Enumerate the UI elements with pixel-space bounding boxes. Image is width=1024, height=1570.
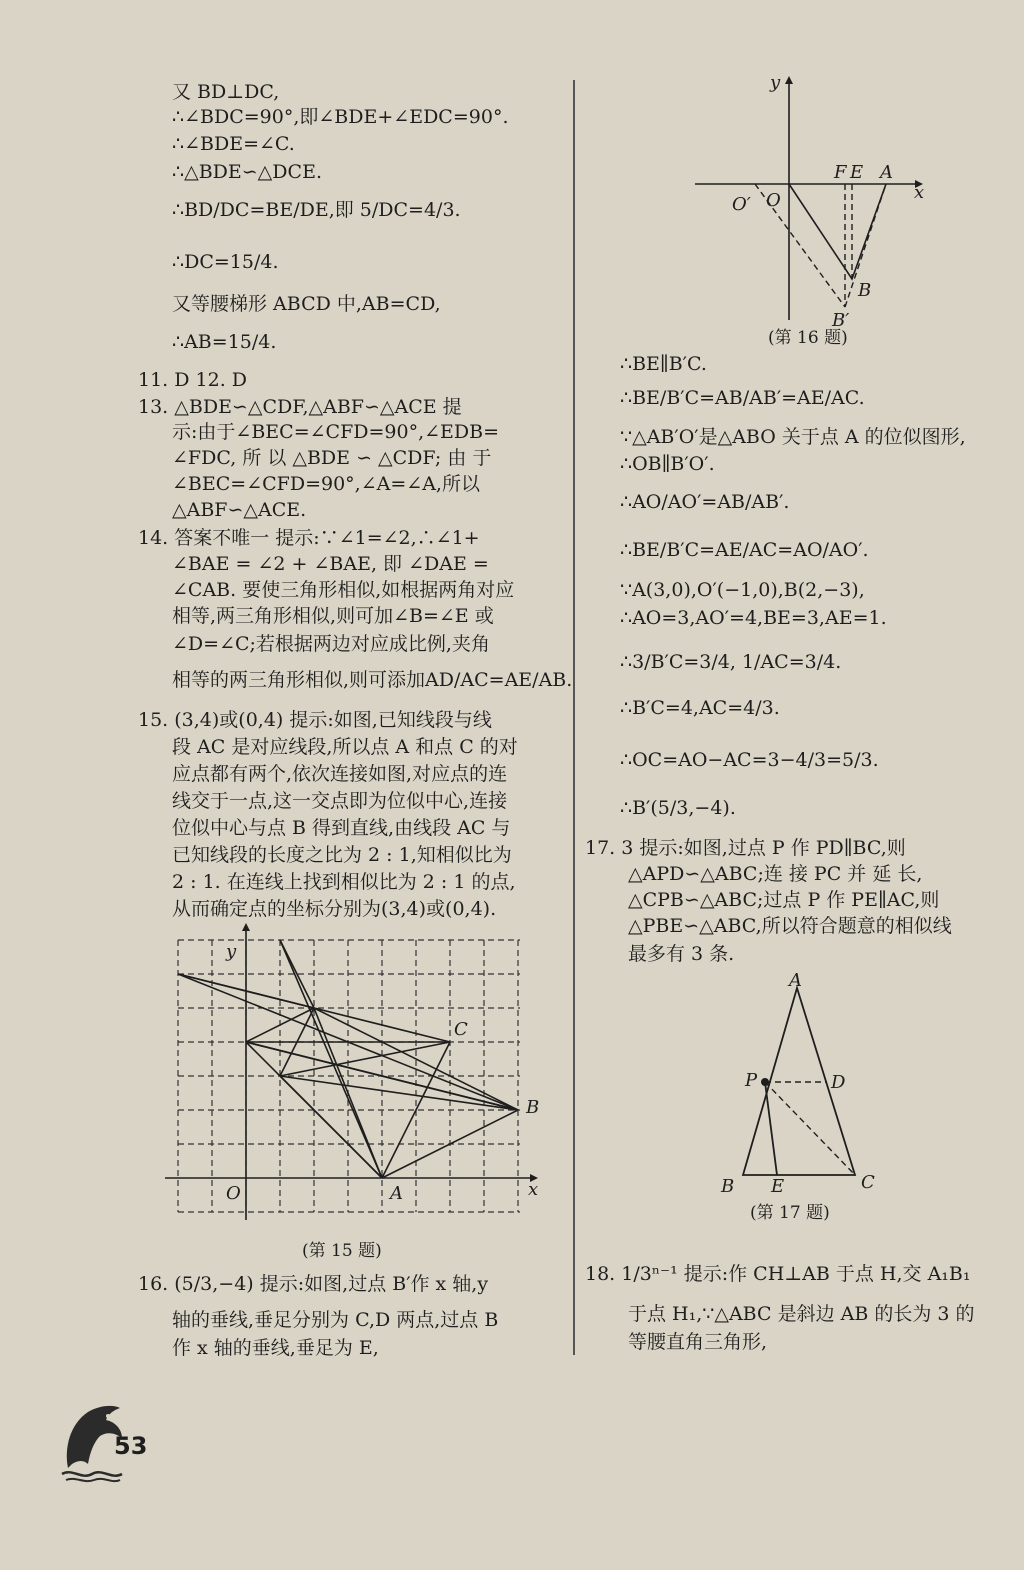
fig15-label-C: C xyxy=(454,1019,468,1040)
figure-17-caption: (第 17 题) xyxy=(750,1203,830,1223)
right-line: ∴AO=3,AO′=4,BE=3,AE=1. xyxy=(620,607,887,629)
fig16-label-F: F xyxy=(834,162,847,183)
figure-16-caption: (第 16 题) xyxy=(768,328,848,348)
fig16-label-O-prime: O′ xyxy=(732,194,751,215)
fig17-label-C: C xyxy=(861,1172,875,1193)
left-line: 14. 答案不唯一 提示:∵∠1=∠2,∴∠1+ xyxy=(138,527,480,549)
left-line: ∠FDC, 所 以 △BDE ∽ △CDF; 由 于 xyxy=(172,447,492,469)
right-line: ∴BE/B′C=AB/AB′=AE/AC. xyxy=(620,387,865,409)
fig17-label-E: E xyxy=(771,1176,785,1197)
right-line: ∴OB∥B′O′. xyxy=(620,453,715,475)
figure-15-grid-diagram xyxy=(160,925,550,1225)
left-line: ∴BD/DC=BE/DE,即 5/DC=4/3. xyxy=(172,199,461,221)
right-line: ∵A(3,0),O′(−1,0),B(2,−3), xyxy=(620,579,865,601)
left-line: 从而确定点的坐标分别为(3,4)或(0,4). xyxy=(172,898,497,920)
fig15-label-x: x xyxy=(528,1179,539,1200)
fig17-label-P: P xyxy=(745,1070,758,1091)
left-line: ∴∠BDC=90°,即∠BDE+∠EDC=90°. xyxy=(172,106,509,128)
right-line: △APD∽△ABC;连 接 PC 并 延 长, xyxy=(628,863,923,885)
fig16-axes xyxy=(695,84,915,320)
left-line: 位似中心与点 B 得到直线,由线段 AC 与 xyxy=(172,817,511,839)
left-line: 13. △BDE∽△CDF,△ABF∽△ACE 提 xyxy=(138,396,462,418)
right-line: ∴BE/B′C=AE/AC=AO/AO′. xyxy=(620,539,869,561)
fig16-label-y: y xyxy=(770,72,781,93)
right-line: ∴AO/AO′=AB/AB′. xyxy=(620,491,790,513)
right-line: ∴B′(5/3,−4). xyxy=(620,797,736,819)
right-line: ∴3/B′C=3/4, 1/AC=3/4. xyxy=(620,651,842,673)
left-line: 相等,两三角形相似,则可加∠B=∠E 或 xyxy=(172,605,494,627)
figure-17-triangle-diagram xyxy=(715,968,885,1198)
left-line: 已知线段的长度之比为 2 : 1,知相似比为 xyxy=(172,844,512,866)
left-line: ∴∠BDE=∠C. xyxy=(172,133,295,155)
page-number: 53 xyxy=(114,1432,148,1460)
right-line: 18. 1/3ⁿ⁻¹ 提示:作 CH⊥AB 于点 H,交 A₁B₁ xyxy=(585,1263,971,1285)
left-line: ∴DC=15/4. xyxy=(172,251,279,273)
fig16-label-O: O xyxy=(766,190,781,211)
left-line: ∠CAB. 要使三角形相似,如根据两角对应 xyxy=(172,579,515,601)
left-line: ∴△BDE∽△DCE. xyxy=(172,161,322,183)
right-line: ∴BE∥B′C. xyxy=(620,353,707,375)
left-line: 16. (5/3,−4) 提示:如图,过点 B′作 x 轴,y xyxy=(138,1273,489,1295)
y-axis-arrow xyxy=(242,923,250,931)
left-line: ∠BAE = ∠2 + ∠BAE, 即 ∠DAE = xyxy=(172,553,489,575)
left-line: ∠BEC=∠CFD=90°,∠A=∠A,所以 xyxy=(172,473,480,495)
left-line: △ABF∽△ACE. xyxy=(172,499,307,521)
left-line: 作 x 轴的垂线,垂足为 E, xyxy=(172,1337,379,1359)
right-line: △CPB∽△ABC;过点 P 作 PE∥AC,则 xyxy=(628,889,940,911)
fig15-label-O: O xyxy=(226,1183,241,1204)
fig16-label-B-prime: B′ xyxy=(832,310,850,331)
left-line: 轴的垂线,垂足分别为 C,D 两点,过点 B xyxy=(172,1309,499,1331)
right-line: 最多有 3 条. xyxy=(628,943,735,965)
fig17-point-P xyxy=(761,1078,769,1086)
left-line: ∠D=∠C;若根据两边对应成比例,夹角 xyxy=(172,633,490,655)
fig17-label-D: D xyxy=(831,1072,846,1093)
grid-lines xyxy=(178,940,520,1212)
fig16-y-axis-arrow xyxy=(785,76,793,84)
left-line: 应点都有两个,依次连接如图,对应点的连 xyxy=(172,763,508,785)
fig16-solid-lines xyxy=(789,184,886,279)
left-line: 11. D 12. D xyxy=(138,369,248,391)
right-line: ∴B′C=4,AC=4/3. xyxy=(620,697,780,719)
left-line: 相等的两三角形相似,则可添加AD/AC=AE/AB. xyxy=(172,669,573,691)
left-line: 又 BD⊥DC, xyxy=(172,81,280,103)
fig15-label-A: A xyxy=(390,1183,403,1204)
fig16-label-B: B xyxy=(858,280,872,301)
figure-15-caption: (第 15 题) xyxy=(302,1241,382,1261)
fig15-label-y: y xyxy=(226,941,237,962)
right-line: △PBE∽△ABC,所以符合题意的相似线 xyxy=(628,915,952,937)
left-line: 示:由于∠BEC=∠CFD=90°,∠EDB= xyxy=(172,421,500,443)
right-line: 于点 H₁,∵△ABC 是斜边 AB 的长为 3 的 xyxy=(628,1303,975,1325)
left-line: 15. (3,4)或(0,4) 提示:如图,已知线段与线 xyxy=(138,709,492,731)
right-line: ∵△AB′O′是△ABO 关于点 A 的位似图形, xyxy=(620,426,966,448)
right-line: 等腰直角三角形, xyxy=(628,1331,768,1353)
fig16-label-x: x xyxy=(914,182,925,203)
fig15-label-B: B xyxy=(526,1097,540,1118)
fig17-label-A: A xyxy=(789,970,802,991)
column-divider xyxy=(573,80,575,1355)
fig17-label-B: B xyxy=(721,1176,735,1197)
fig16-label-E: E xyxy=(850,162,864,183)
left-line: ∴AB=15/4. xyxy=(172,331,277,353)
left-line: 又等腰梯形 ABCD 中,AB=CD, xyxy=(172,293,441,315)
fig16-label-A: A xyxy=(880,162,893,183)
figure-16-coordinate-diagram xyxy=(690,70,935,330)
right-line: ∴OC=AO−AC=3−4/3=5/3. xyxy=(620,749,879,771)
left-line: 段 AC 是对应线段,所以点 A 和点 C 的对 xyxy=(172,736,518,758)
right-line: 17. 3 提示:如图,过点 P 作 PD∥BC,则 xyxy=(585,837,906,859)
left-line: 2 : 1. 在连线上找到相似比为 2 : 1 的点, xyxy=(172,871,516,893)
left-line: 线交于一点,这一交点即为位似中心,连接 xyxy=(172,790,508,812)
